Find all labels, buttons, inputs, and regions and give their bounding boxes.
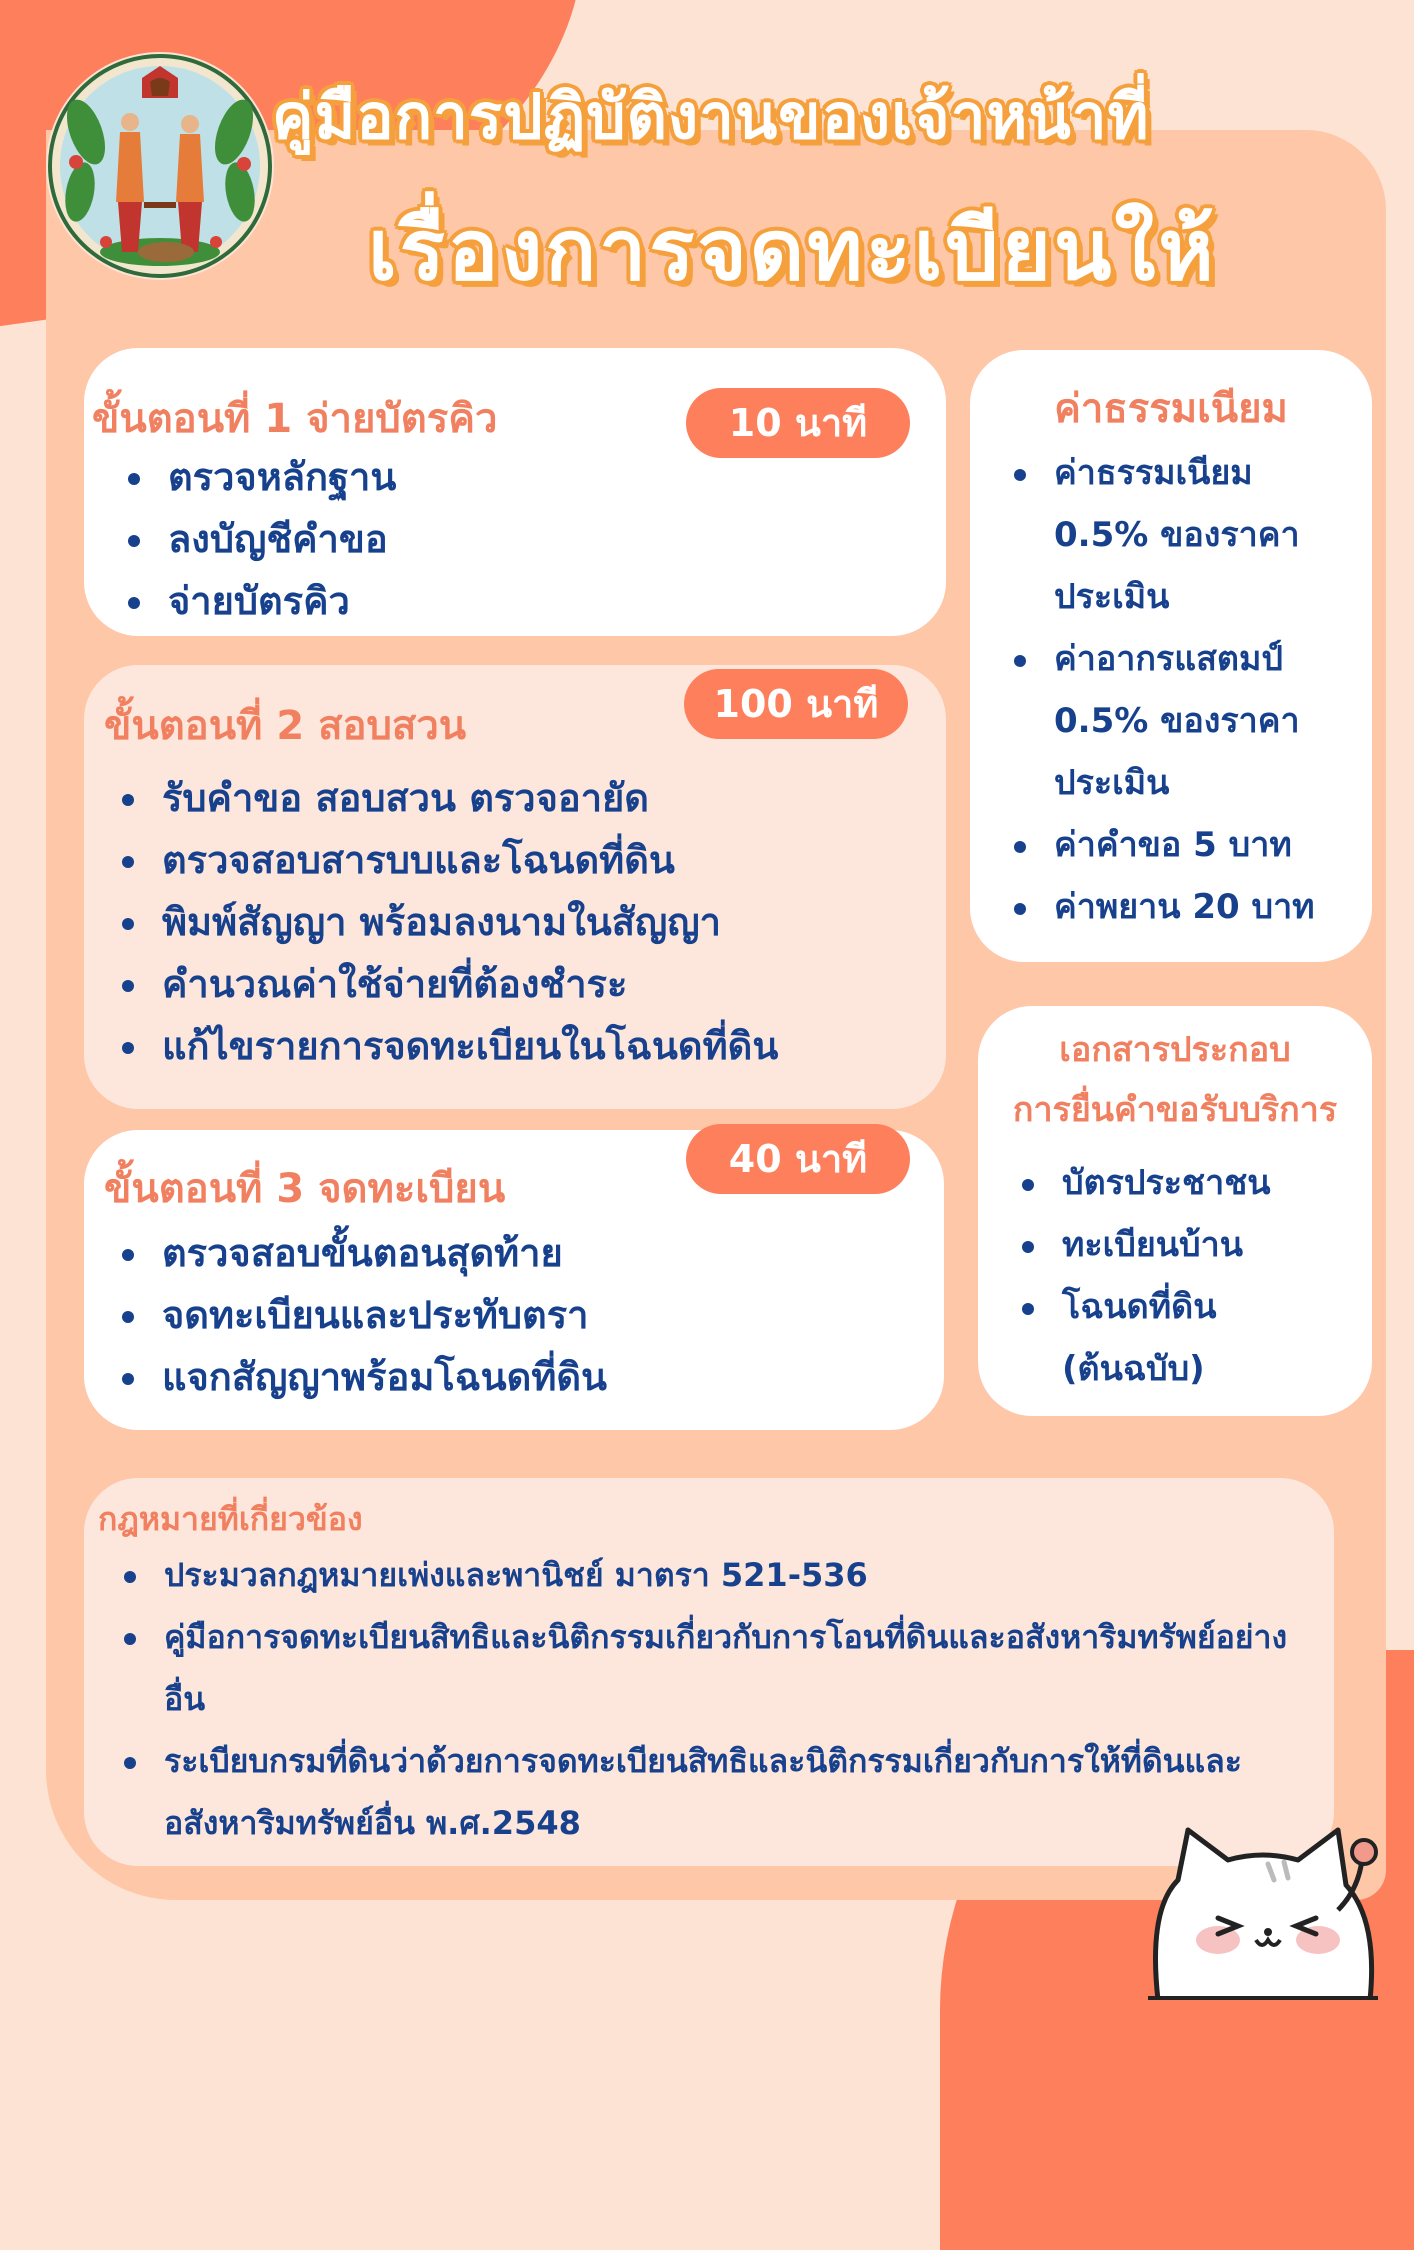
list-item: บัตรประชาชน xyxy=(1014,1152,1344,1214)
fees-list xyxy=(1006,442,1346,938)
department-seal-logo xyxy=(46,52,274,280)
step-1-card xyxy=(84,348,946,636)
fees-card xyxy=(970,350,1372,962)
laws-card xyxy=(84,1478,1334,1866)
step-3-duration-badge: 40 นาที xyxy=(686,1124,910,1194)
list-item: ค่าธรรมเนียม 0.5% ของราคาประเมิน xyxy=(1006,442,1346,628)
list-item: ลงบัญชีคำขอ xyxy=(120,508,396,570)
list-item: พิมพ์สัญญา พร้อมลงนามในสัญญา xyxy=(114,891,778,953)
cat-mascot-illustration xyxy=(1148,1800,1378,2000)
list-item: คำนวณค่าใช้จ่ายที่ต้องชำระ xyxy=(114,953,778,1015)
list-item: แก้ไขรายการจดทะเบียนในโฉนดที่ดิน xyxy=(114,1015,778,1077)
documents-subheading: การยื่นคำขอรับบริการ xyxy=(1012,1090,1338,1130)
laws-list xyxy=(116,1544,1316,1854)
list-item: ค่าคำขอ 5 บาท xyxy=(1006,814,1346,876)
list-item: ประมวลกฎหมายเพ่งและพานิชย์ มาตรา 521-536 xyxy=(116,1544,1316,1606)
step-2-duration-badge: 100 นาที xyxy=(684,669,908,739)
page-title: คู่มือการปฏิบัติงานของเจ้าหน้าที่ xyxy=(272,80,1150,153)
step-1-heading: ขั้นตอนที่ 1 จ่ายบัตรคิว xyxy=(92,396,498,442)
list-item: ค่าพยาน 20 บาท xyxy=(1006,876,1346,938)
step-3-card xyxy=(84,1130,944,1430)
laws-heading: กฎหมายที่เกี่ยวข้อง xyxy=(98,1500,363,1538)
documents-list xyxy=(1014,1152,1344,1400)
documents-heading: เอกสารประกอบ xyxy=(1059,1030,1291,1070)
step-2-heading: ขั้นตอนที่ 2 สอบสวน xyxy=(104,703,467,749)
step-3-list xyxy=(114,1222,607,1408)
step-2-card xyxy=(84,665,946,1109)
step-3-heading: ขั้นตอนที่ 3 จดทะเบียน xyxy=(104,1166,506,1212)
list-item: ตรวจหลักฐาน xyxy=(120,446,396,508)
list-item: ระเบียบกรมที่ดินว่าด้วยการจดทะเบียนสิทธิและนิติกรรมเกี่ยวกับการให้ที่ดินและอสังหาริมทรัพย์อื่น พ.ศ.2548 xyxy=(116,1730,1316,1854)
list-item: รับคำขอ สอบสวน ตรวจอายัด xyxy=(114,767,778,829)
list-item: ตรวจสอบขั้นตอนสุดท้าย xyxy=(114,1222,607,1284)
list-item: ตรวจสอบสารบบและโฉนดที่ดิน xyxy=(114,829,778,891)
step-1-duration-badge: 10 นาที xyxy=(686,388,910,458)
fees-heading: ค่าธรรมเนียม xyxy=(1054,386,1288,432)
list-item: จดทะเบียนและประทับตรา xyxy=(114,1284,607,1346)
step-1-list xyxy=(120,446,396,632)
list-item: แจกสัญญาพร้อมโฉนดที่ดิน xyxy=(114,1346,607,1408)
list-item: ค่าอากรแสตมป์ 0.5% ของราคาประเมิน xyxy=(1006,628,1346,814)
list-item: โฉนดที่ดิน (ต้นฉบับ) xyxy=(1014,1276,1344,1400)
list-item: จ่ายบัตรคิว xyxy=(120,570,396,632)
page-subtitle: เรื่องการจดทะเบียนให้ xyxy=(368,201,1217,299)
list-item: คู่มือการจดทะเบียนสิทธิและนิติกรรมเกี่ยวกับการโอนที่ดินและอสังหาริมทรัพย์อย่างอื่น xyxy=(116,1606,1316,1730)
list-item: ทะเบียนบ้าน xyxy=(1014,1214,1344,1276)
step-2-list xyxy=(114,767,778,1077)
documents-card xyxy=(978,1006,1372,1416)
